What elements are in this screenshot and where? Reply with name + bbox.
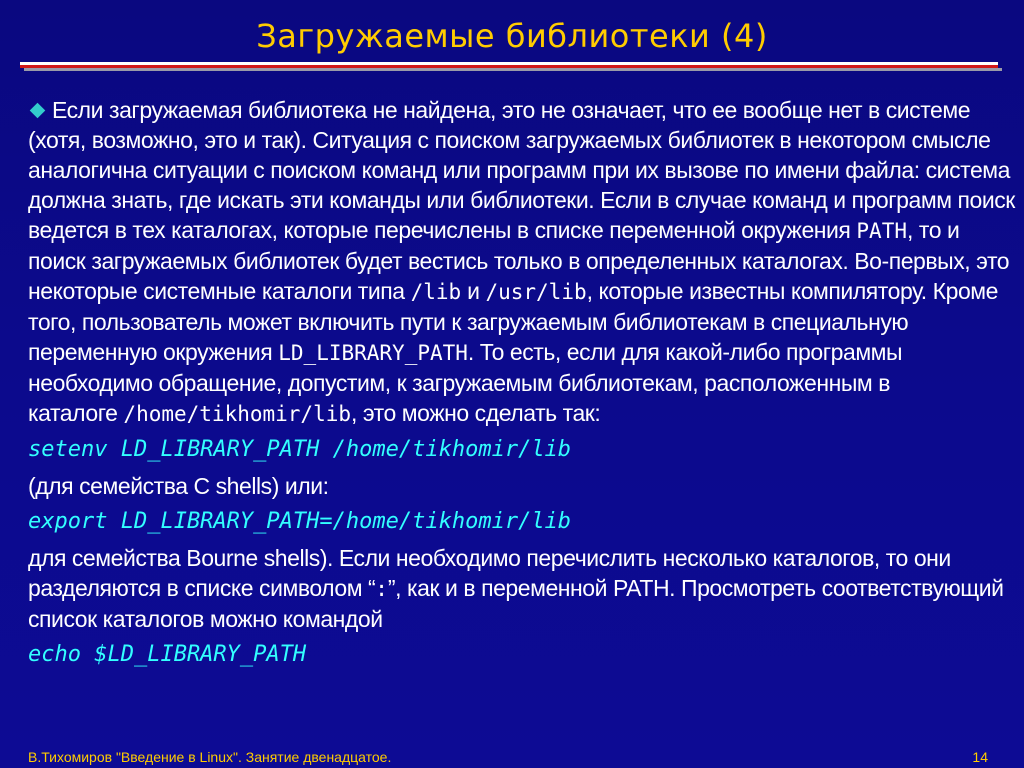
footer-course-title: В.Тихомиров "Введение в Linux". Занятие двенадцатое. [28,749,392,765]
paragraph-bourne-shells [28,543,1018,634]
line-c-shells: (для семейства C shells) или: [28,473,329,499]
code-path: PATH [856,219,907,243]
code-lib-dir: /lib [410,280,462,304]
title-divider [20,62,1002,71]
code-home-lib-dir: /home/tikhomir/lib [123,402,351,426]
paragraph-text: , это можно сделать так: [351,400,601,426]
diamond-bullet-icon [30,103,46,119]
paragraph-text: ”, как и в переменной PATH. Просмотреть соответствующий список каталогов можно командой [28,575,1004,632]
paragraph-library-search [28,95,1018,429]
command-export: export LD_LIBRARY_PATH=/home/tikhomir/lib [28,509,572,534]
footer-page-number: 14 [972,749,988,765]
code-usr-lib-dir: /usr/lib [485,280,587,304]
paragraph-text: , то и поиск загружаемых библиотек будет вестись только в определенных каталогах. Во-первых, это некоторые системные каталоги типа [28,217,1010,304]
title-divider-shadow [24,68,1002,71]
title-divider-red-line [20,65,998,68]
code-ld-library-path: LD_LIBRARY_PATH [278,341,468,365]
paragraph-text: . То есть, если для какой-либо программы необходимо обращение, допустим, к загружаемым библиотекам, расположенным в каталоге [28,339,903,426]
code-colon-separator: : [375,577,388,601]
command-setenv: setenv LD_LIBRARY_PATH /home/tikhomir/lib [28,437,572,462]
command-echo: echo $LD_LIBRARY_PATH [28,642,307,667]
paragraph-text: Если загружаемая библиотека не найдена, это не означает, что ее вообще нет в системе (хотя, возможно, это и так). Ситуация с поиском загружаемых библиотек в некотором смысле аналогична ситуации с поиском команд или программ при их вызове по имени файла: система должна знать, где искать эти команды или библиотеки. Если в случае команд и программ поиск ведется в тех каталогах, которые перечислены в списке переменной окружения [28,97,1015,243]
slide-title: Загружаемые библиотеки (4) [256,17,768,55]
paragraph-text: и [467,278,480,304]
paragraph-text: для семейства Bourne shells). Если необходимо перечислить несколько каталогов, то они разделяются в списке символом “ [28,545,951,601]
paragraph-text: , которые известны компилятору. Кроме того, пользователь может включить пути к загружаемым библиотекам в специальную переменную окружения [28,278,999,365]
slide-body [28,95,1018,670]
